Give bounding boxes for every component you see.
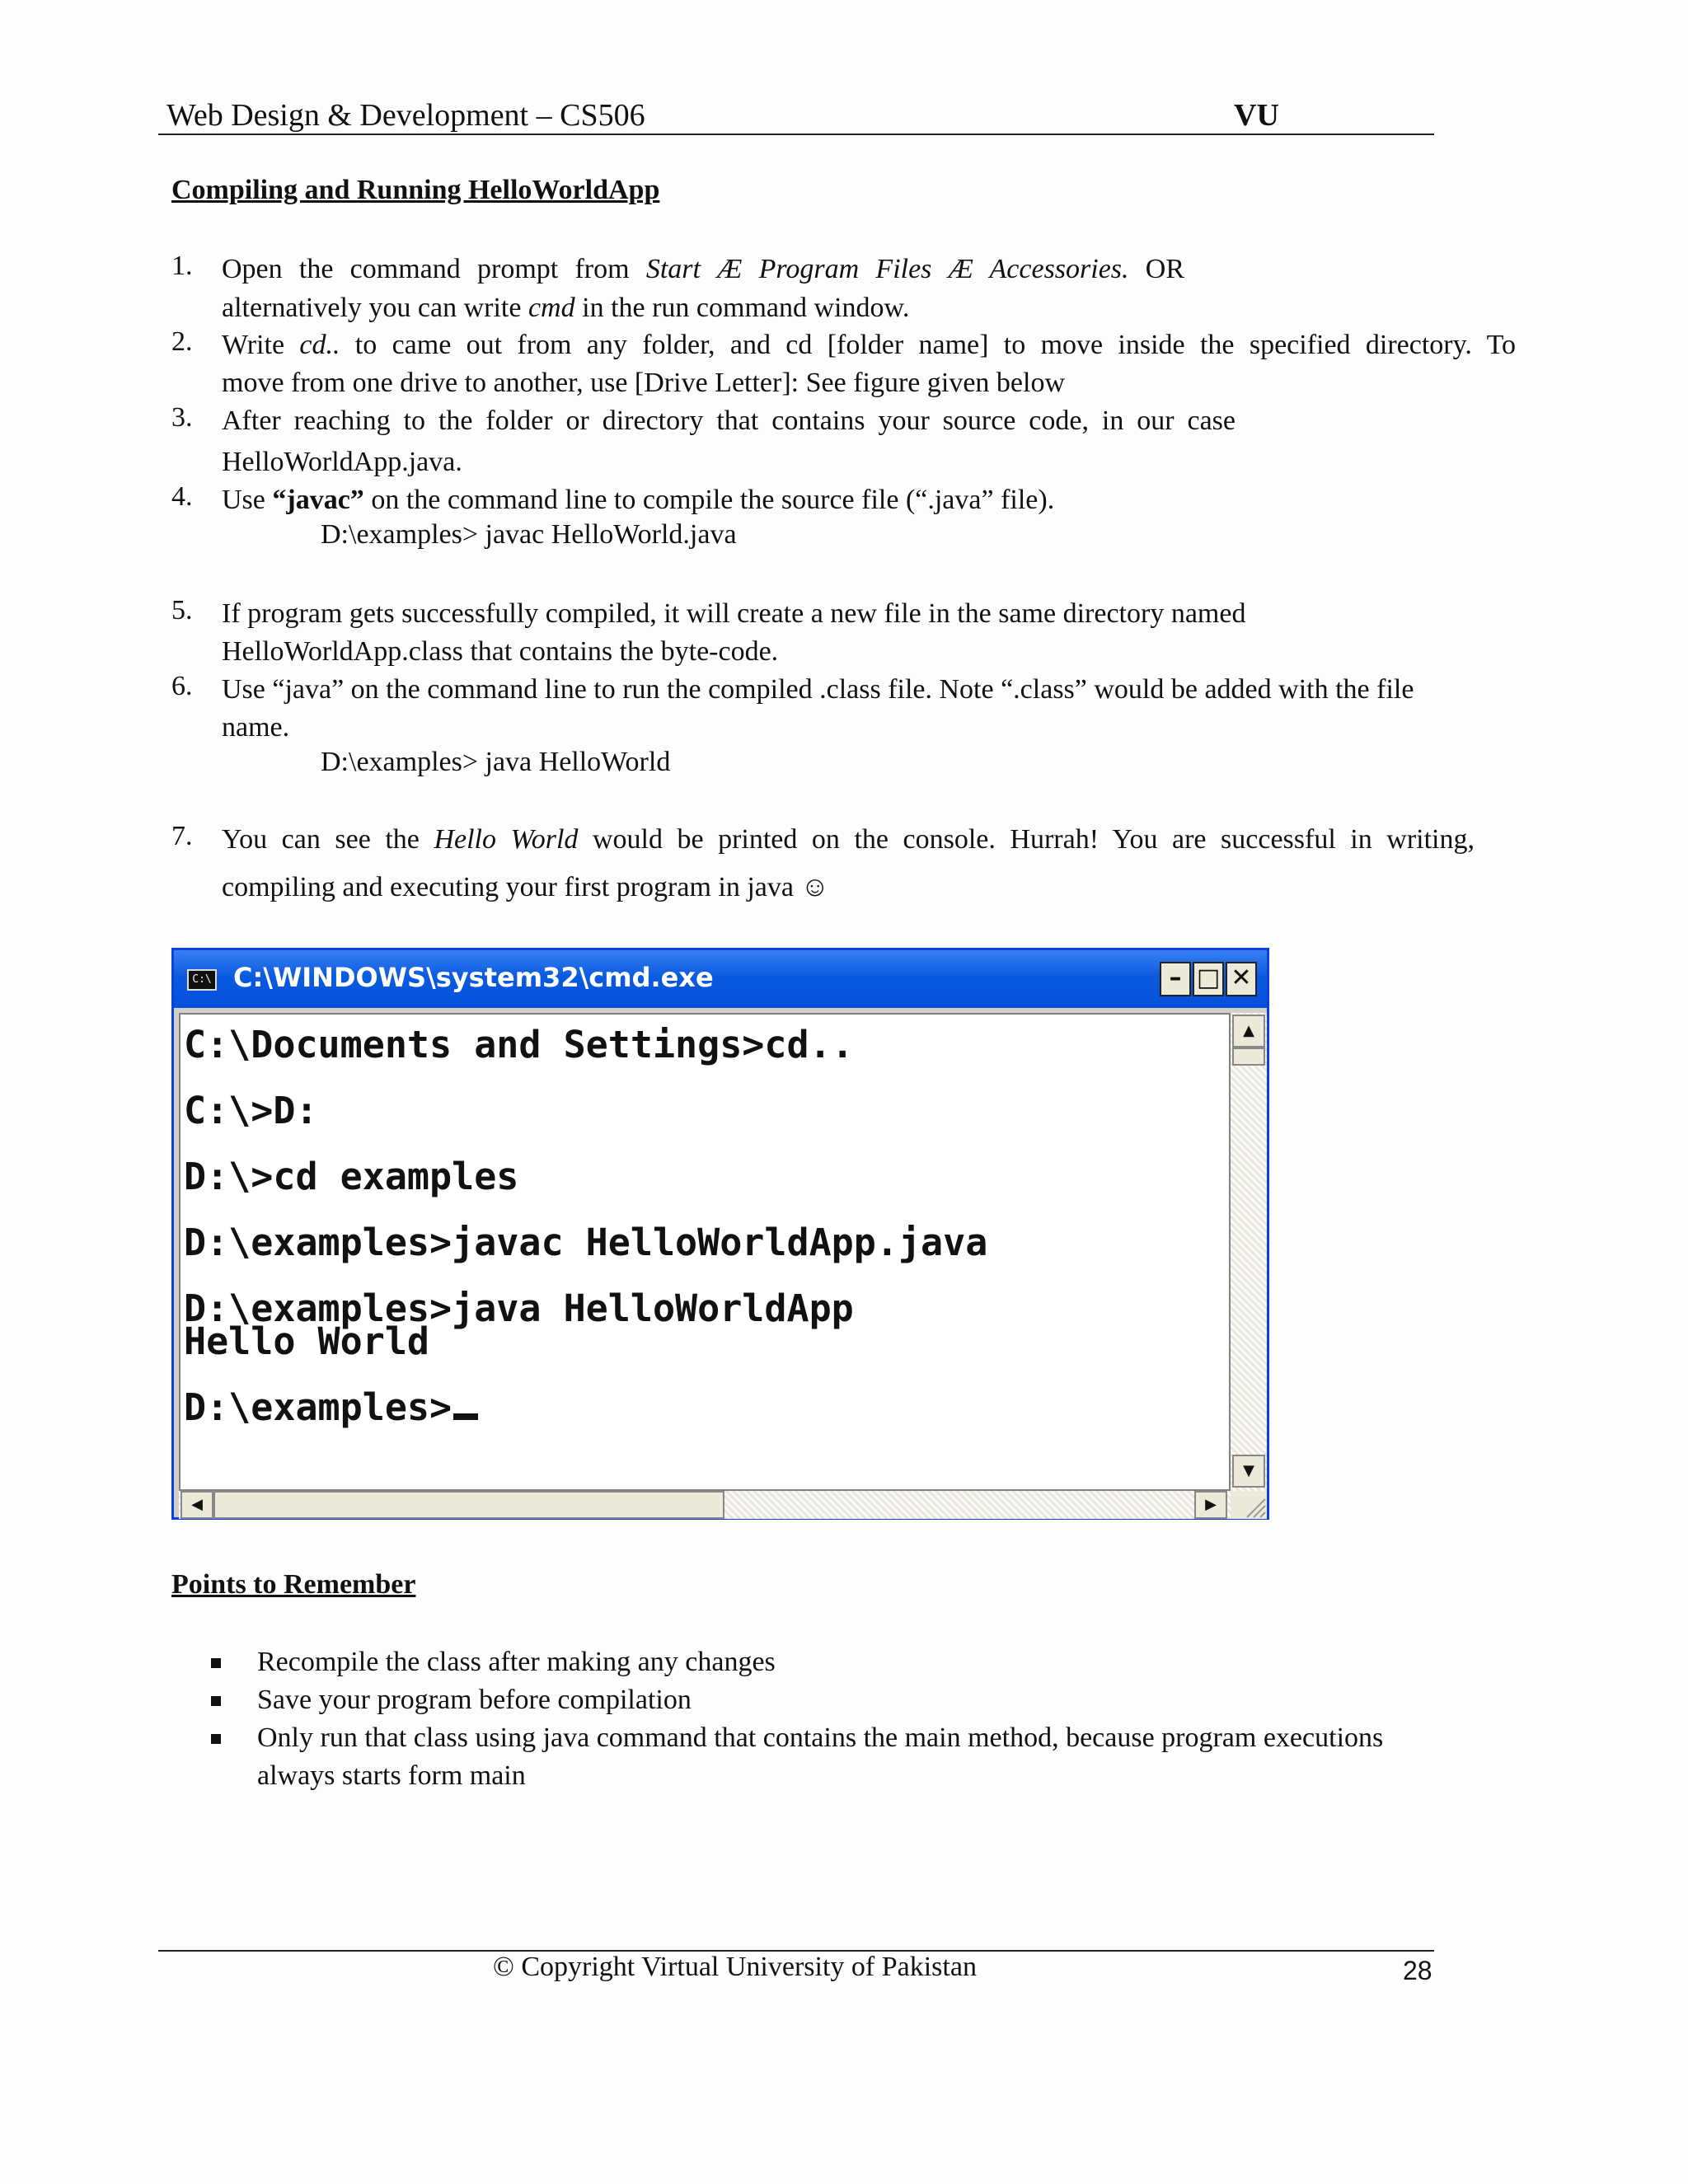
scroll-right-arrow-icon[interactable]: ▶ — [1194, 1491, 1227, 1519]
text-cursor — [453, 1413, 478, 1420]
console-line: D:\examples>javac HelloWorldApp.java — [184, 1221, 988, 1264]
section-heading-points: Points to Remember — [171, 1569, 416, 1600]
step-text-line — [222, 251, 1184, 288]
step-text: would be printed on the console. Hurrah! You are successful in writing, — [592, 824, 1475, 855]
step-number: 1. — [171, 251, 193, 281]
step-text-line: After reaching to the folder or directory that contains your source code, in our case — [222, 405, 1236, 436]
step-number: 7. — [171, 821, 193, 851]
window-title: C:\WINDOWS\system32\cmd.exe — [233, 962, 714, 993]
list-item: Only run that class using java command that contains the main method, because program executions — [257, 1722, 1384, 1753]
javac-keyword: “javac” — [272, 485, 364, 515]
bullet-square-icon — [211, 1658, 221, 1668]
vertical-scroll-thumb[interactable] — [1232, 1047, 1265, 1066]
console-line: D:\examples>java HelloWorldApp — [184, 1286, 854, 1330]
step-text: Use — [222, 485, 265, 515]
step-text-line: HelloWorldApp.java. — [222, 447, 462, 477]
command-name-text: cmd — [528, 293, 575, 323]
horizontal-scrollbar[interactable] — [179, 1491, 1231, 1519]
resize-grip-icon[interactable] — [1231, 1491, 1267, 1519]
close-button[interactable]: ✕ — [1226, 962, 1257, 996]
resize-grip-glyph — [1231, 1491, 1267, 1519]
step-number: 4. — [171, 481, 193, 512]
step-number: 6. — [171, 671, 193, 701]
header-divider — [158, 134, 1434, 135]
bullet-square-icon — [211, 1696, 221, 1706]
menu-path-text: Start Æ Program Files Æ Accessories. — [645, 254, 1129, 284]
list-item-continuation: always starts form main — [257, 1760, 526, 1791]
title-bar[interactable] — [174, 950, 1267, 1008]
console-output[interactable] — [179, 1013, 1231, 1491]
command-name-text: cd.. — [299, 330, 340, 360]
footer-copyright: © Copyright Virtual University of Pakistan — [493, 1952, 977, 1982]
hello-world-text: Hello World — [434, 824, 579, 855]
step-text-line — [222, 821, 1475, 859]
cmd-window — [171, 948, 1269, 1520]
step-text: OR — [1145, 254, 1185, 284]
console-line: C:\>D: — [184, 1089, 318, 1132]
minimize-button[interactable]: – — [1160, 962, 1191, 996]
console-line: D:\>cd examples — [184, 1155, 519, 1198]
step-number: 3. — [171, 402, 193, 433]
step-text: alternatively you can write — [222, 293, 522, 323]
command-example: D:\examples> javac HelloWorld.java — [321, 519, 737, 550]
console-line: C:\Documents and Settings>cd.. — [184, 1023, 854, 1066]
step-number: 5. — [171, 595, 193, 626]
bullet-square-icon — [211, 1734, 221, 1744]
step-text: You can see the — [222, 824, 420, 855]
step-text-line — [222, 289, 909, 327]
step-text-line: compiling and executing your first program in java ☺ — [222, 872, 830, 902]
list-item: Recompile the class after making any changes — [257, 1647, 776, 1677]
scroll-down-arrow-icon[interactable]: ▼ — [1232, 1455, 1265, 1488]
command-example: D:\examples> java HelloWorld — [321, 747, 671, 777]
step-text-line — [222, 481, 1054, 519]
header-course-title: Web Design & Development – CS506 — [166, 98, 645, 133]
step-text-line: name. — [222, 712, 290, 743]
step-text-line — [222, 326, 1516, 364]
scroll-left-arrow-icon[interactable]: ◀ — [181, 1491, 213, 1519]
header-brand: VU — [1234, 98, 1279, 133]
step-text: Open the command prompt from — [222, 254, 630, 284]
step-text-line: Use “java” on the command line to run the compiled .class file. Note “.class” would be added with the file — [222, 674, 1414, 705]
console-prompt: D:\examples> — [184, 1385, 452, 1429]
step-text: to came out from any folder, and cd [folder name] to move inside the specified directory. To — [354, 330, 1516, 360]
section-heading-compiling: Compiling and Running HelloWorldApp — [171, 175, 660, 205]
step-text: on the command line to compile the source file (“.java” file). — [371, 485, 1055, 515]
maximize-button[interactable]: □ — [1193, 962, 1224, 996]
step-number: 2. — [171, 326, 193, 357]
console-icon: C:\ — [187, 969, 217, 991]
step-text: Write — [222, 330, 285, 360]
vertical-scrollbar[interactable] — [1231, 1013, 1267, 1491]
scroll-up-arrow-icon[interactable]: ▲ — [1232, 1015, 1265, 1047]
step-text-line: If program gets successfully compiled, it will create a new file in the same directory named — [222, 598, 1246, 629]
step-text-line: HelloWorldApp.class that contains the byte-code. — [222, 636, 779, 667]
page-number: 28 — [1403, 1956, 1432, 1985]
console-prompt-line — [184, 1385, 478, 1429]
console-line: Hello World — [184, 1319, 430, 1363]
step-text-line: move from one drive to another, use [Drive Letter]: See figure given below — [222, 368, 1066, 398]
horizontal-scroll-thumb[interactable] — [213, 1491, 724, 1519]
list-item: Save your program before compilation — [257, 1685, 692, 1715]
step-text: in the run command window. — [582, 293, 910, 323]
